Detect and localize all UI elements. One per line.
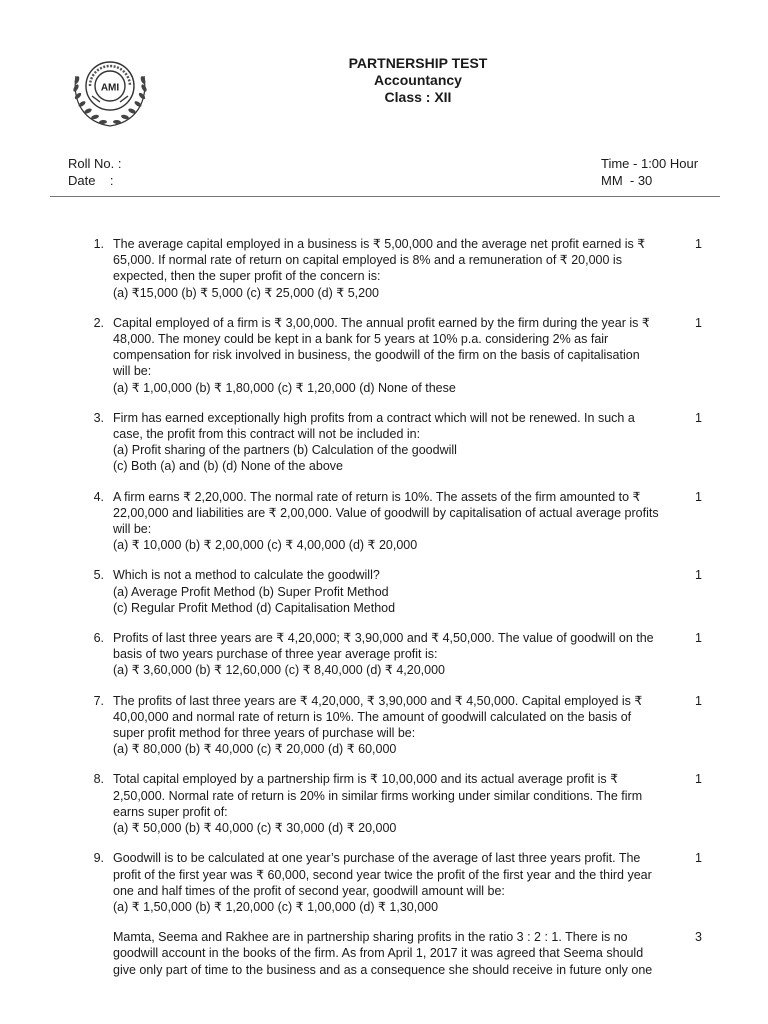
- question-marks: 1: [695, 315, 702, 330]
- question-line: (a) ₹ 10,000 (b) ₹ 2,00,000 (c) ₹ 4,00,000 (d) ₹ 20,000: [113, 538, 418, 553]
- header-divider: [50, 196, 720, 197]
- question-number: 2.: [93, 315, 104, 330]
- question-item: [0, 489, 768, 554]
- class-title: Class : XII: [384, 89, 452, 105]
- question-item: [0, 850, 768, 915]
- question-text: [113, 236, 693, 301]
- question-text: [113, 315, 693, 396]
- question-line: (c) Both (a) and (b) (d) None of the above: [113, 459, 343, 474]
- question-number: 8.: [93, 772, 104, 787]
- test-title: PARTNERSHIP TEST: [348, 55, 488, 71]
- question-line: profit of the first year was ₹ 60,000, second year twice the profit of the first year and the third year: [113, 867, 652, 882]
- question-number: 7.: [93, 693, 104, 708]
- question-number: 5.: [93, 568, 104, 583]
- question-line: (a) ₹ 1,00,000 (b) ₹ 1,80,000 (c) ₹ 1,20,000 (d) None of these: [113, 380, 456, 395]
- question-line: will be:: [113, 522, 152, 537]
- question-item: [0, 236, 768, 301]
- question-number: 6.: [93, 631, 104, 646]
- question-marks: 1: [695, 568, 702, 583]
- question-line: earns super profit of:: [113, 804, 228, 819]
- question-line: basis of two years purchase of three year average profit is:: [113, 647, 438, 662]
- question-marks: 1: [695, 631, 702, 646]
- question-item: [0, 693, 768, 758]
- title-block: [0, 55, 768, 106]
- question-line: Mamta, Seema and Rakhee are in partnership sharing profits in the ratio 3 : 2 : 1. There is no: [113, 930, 628, 945]
- question-line: expected, then the super profit of the concern is:: [113, 269, 381, 284]
- time-label: Time - 1:00 Hour: [601, 156, 699, 171]
- question-line: Capital employed of a firm is ₹ 3,00,000. The annual profit earned by the firm during the year is ₹: [113, 315, 650, 330]
- question-line: The profits of last three years are ₹ 4,20,000, ₹ 3,90,000 and ₹ 4,50,000. Capital employed is ₹: [113, 693, 643, 708]
- question-text: [113, 693, 693, 758]
- question-line: Which is not a method to calculate the goodwill?: [113, 568, 380, 583]
- question-line: The average capital employed in a business is ₹ 5,00,000 and the average net profit earned is ₹: [113, 237, 646, 251]
- question-line: compensation for risk involved in business, the goodwill of the firm on the basis of capitalisation: [113, 348, 640, 363]
- question-line: (a) Average Profit Method (b) Super Profit Method: [113, 584, 389, 599]
- question-line: 2,50,000. Normal rate of return is 20% in similar firms working under similar conditions. The firm: [113, 788, 643, 803]
- question-text: [113, 929, 693, 978]
- date-label: Date :: [68, 173, 114, 188]
- question-text: [113, 567, 693, 616]
- question-list: [0, 236, 768, 992]
- question-line: (a) ₹ 50,000 (b) ₹ 40,000 (c) ₹ 30,000 (d) ₹ 20,000: [113, 821, 397, 836]
- question-item: [0, 410, 768, 475]
- question-number: 3.: [93, 410, 104, 425]
- question-line: A firm earns ₹ 2,20,000. The normal rate of return is 10%. The assets of the firm amounted to ₹: [113, 489, 641, 504]
- question-marks: 3: [695, 930, 702, 945]
- question-text: [113, 850, 693, 915]
- question-line: goodwill account in the books of the firm. As from April 1, 2017 it was agreed that Seema should: [113, 946, 644, 961]
- question-item: [0, 315, 768, 396]
- question-text: [113, 410, 693, 475]
- roll-no-label: Roll No. :: [68, 156, 122, 171]
- question-line: (a) ₹ 3,60,000 (b) ₹ 12,60,000 (c) ₹ 8,40,000 (d) ₹ 4,20,000: [113, 663, 446, 678]
- student-info: [68, 155, 121, 189]
- question-line: case, the profit from this contract will not be included in:: [113, 427, 421, 442]
- question-text: [113, 771, 693, 836]
- question-line: 65,000. If normal rate of return on capital employed is 8% and a remuneration of ₹ 20,000 is: [113, 253, 622, 268]
- question-marks: 1: [695, 772, 702, 787]
- max-marks-label: MM - 30: [601, 173, 653, 188]
- question-line: Goodwill is to be calculated at one year’s purchase of the average of last three years profit. The: [113, 851, 641, 866]
- question-line: 48,000. The money could be kept in a bank for 5 years at 10% p.a. considering 2% as fair: [113, 332, 609, 347]
- question-line: (a) ₹ 1,50,000 (b) ₹ 1,20,000 (c) ₹ 1,00,000 (d) ₹ 1,30,000: [113, 899, 439, 914]
- question-line: (a) ₹15,000 (b) ₹ 5,000 (c) ₹ 25,000 (d) ₹ 5,200: [113, 285, 379, 300]
- question-marks: 1: [695, 851, 702, 866]
- question-item: [0, 929, 768, 978]
- question-marks: 1: [695, 410, 702, 425]
- subject-title: Accountancy: [374, 72, 462, 88]
- question-line: (a) Profit sharing of the partners (b) Calculation of the goodwill: [113, 443, 457, 458]
- question-marks: 1: [695, 489, 702, 504]
- question-line: Profits of last three years are ₹ 4,20,000; ₹ 3,90,000 and ₹ 4,50,000. The value of goodwill on the: [113, 631, 654, 646]
- exam-info: [601, 155, 698, 189]
- question-line: one and half times of the profit of second year, goodwill amount will be:: [113, 883, 505, 898]
- question-line: (a) ₹ 80,000 (b) ₹ 40,000 (c) ₹ 20,000 (d) ₹ 60,000: [113, 742, 397, 757]
- logo-text: AMI: [100, 82, 120, 94]
- question-line: Total capital employed by a partnership firm is ₹ 10,00,000 and its actual average profit is ₹: [113, 772, 619, 787]
- question-item: [0, 771, 768, 836]
- question-text: [113, 489, 693, 554]
- question-line: Firm has earned exceptionally high profits from a contract which will not be renewed. In such a: [113, 410, 635, 425]
- question-line: 22,00,000 and liabilities are ₹ 2,00,000. Value of goodwill by capitalisation of actual average profits: [113, 505, 659, 520]
- question-line: (c) Regular Profit Method (d) Capitalisation Method: [113, 600, 396, 615]
- question-number: 4.: [93, 489, 104, 504]
- question-line: super profit method for three years of purchase will be:: [113, 726, 416, 741]
- question-item: [0, 630, 768, 679]
- question-item: [0, 567, 768, 616]
- question-line: give only part of time to the business and as a consequence she should receive in future only one: [113, 962, 653, 977]
- question-number: 9.: [93, 851, 104, 866]
- question-line: will be:: [113, 364, 152, 379]
- question-number: 1.: [93, 237, 104, 251]
- question-marks: 1: [695, 693, 702, 708]
- question-text: [113, 630, 693, 679]
- question-line: 40,00,000 and normal rate of return is 10%. The amount of goodwill calculated on the basis of: [113, 709, 632, 724]
- question-marks: 1: [695, 237, 702, 251]
